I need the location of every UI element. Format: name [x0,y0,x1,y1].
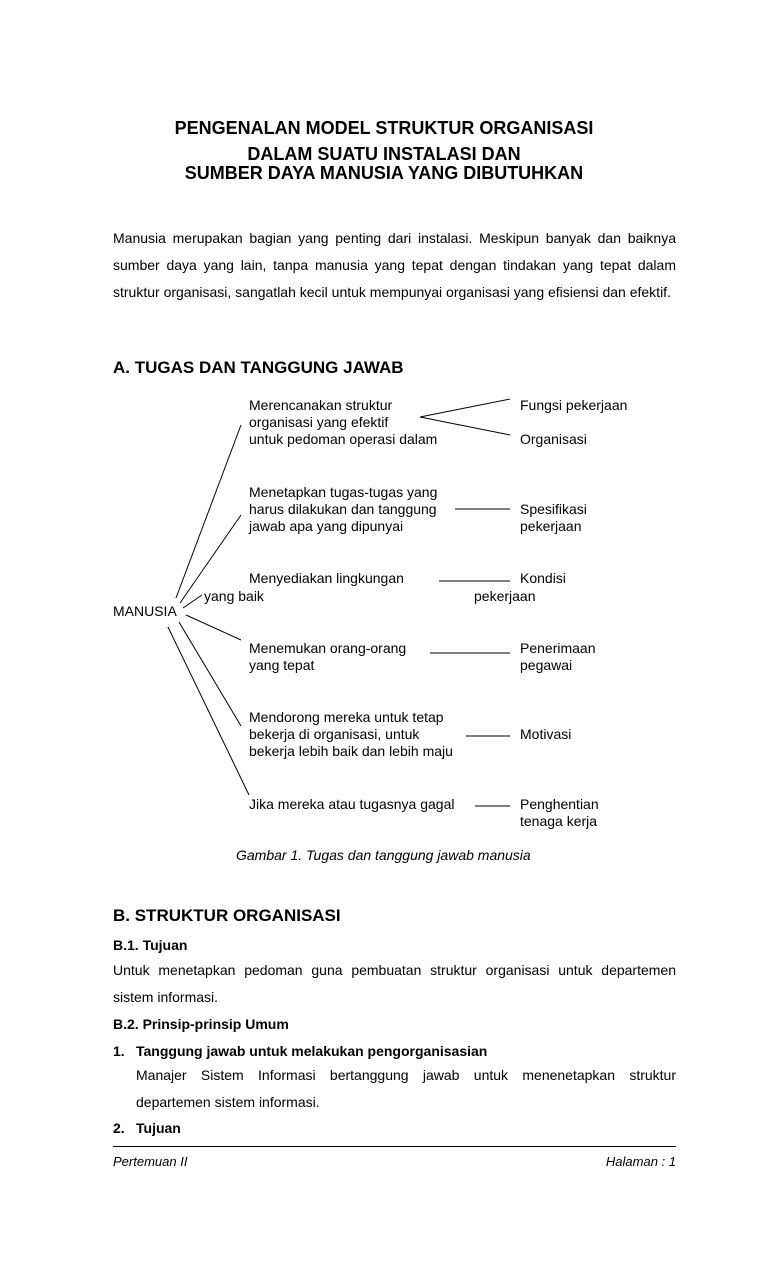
branch-2-text-line-3: jawab apa yang dipunyai [249,518,404,534]
footer-page-number: Halaman : 1 [605,1154,676,1169]
intro-paragraph: Manusia merupakan bagian yang penting dari instalasi. Meskipun banyak dan baiknya sumber daya yang lain, tanpa manusia yang tepat dengan tindakan yang tepat dalam struktur organisasi, sangatlah kecil untuk mempunyai organisasi yang efisiensi dan efektif. [113,230,676,300]
b1-heading: B.1. Tujuan [113,937,188,953]
b2-item-2-title: Tujuan [136,1120,181,1136]
figure-caption: Gambar 1. Tugas dan tanggung jawab manusia [236,847,531,863]
branch-5-result-1: Motivasi [520,726,572,742]
branch-1-text-line-2: organisasi yang efektif [249,414,389,430]
branch-3-result-2: pekerjaan [474,588,536,604]
branch-1-result-1: Fungsi pekerjaan [520,397,628,413]
branch-4-text-line-1: Menemukan orang-orang [249,640,407,656]
branch-5-text-line-1: Mendorong mereka untuk tetap [249,709,444,725]
connector-root-4 [186,615,241,640]
branch-4-result-2: pegawai [520,657,573,673]
page-title-line-1: PENGENALAN MODEL STRUKTUR ORGANISASI [174,118,594,138]
b2-heading: B.2. Prinsip-prinsip Umum [113,1016,289,1032]
connector-root-1 [176,425,241,598]
b2-item-1-number: 1. [113,1043,125,1059]
page-title-line-2: DALAM SUATU INSTALASI DAN [247,144,521,164]
page-title-line-3: SUMBER DAYA MANUSIA YANG DIBUTUHKAN [184,163,584,183]
branch-6-result-1: Penghentian [520,796,599,812]
b2-item-1-text: Manajer Sistem Informasi bertanggung jawab untuk menenetapkan struktur departemen sistem informasi. [136,1067,676,1110]
section-a-heading: A. TUGAS DAN TANGGUNG JAWAB [113,358,404,377]
branch-5-text-line-2: bekerja di organisasi, untuk [249,726,420,742]
branch-1-result-2: Organisasi [520,431,587,447]
footer-left: Pertemuan II [113,1154,188,1169]
branch-4-text-line-2: yang tepat [249,657,315,673]
branch-6-text-line-1: Jika mereka atau tugasnya gagal [249,796,455,812]
b1-paragraph: Untuk menetapkan pedoman guna pembuatan struktur organisasi untuk departemen sistem informasi. [113,962,676,1005]
branch-2-text-line-2: harus dilakukan dan tanggung [249,501,437,517]
connector-root-3 [183,595,202,608]
branch-4-result-1: Penerimaan [520,640,596,656]
branch-6-result-2: tenaga kerja [520,813,598,829]
connector-root-6 [168,627,249,795]
b2-item-2-number: 2. [113,1120,125,1136]
branch-3-text-line-2: yang baik [204,588,264,604]
connector-1a [420,399,510,417]
branch-5-text-line-3: bekerja lebih baik dan lebih maju [249,743,453,759]
branch-2-result-2: pekerjaan [520,518,582,534]
diagram-root-label: MANUSIA [113,603,177,619]
b2-item-1-title: Tanggung jawab untuk melakukan pengorganisasian [136,1043,488,1059]
branch-2-text-line-1: Menetapkan tugas-tugas yang [249,484,438,500]
footer-divider [113,1146,676,1147]
branch-3-text-line-1: Menyediakan lingkungan [249,570,404,586]
connector-root-5 [179,622,241,726]
branch-1-text-line-3: untuk pedoman operasi dalam [249,431,438,447]
branch-3-result-1: Kondisi [520,570,566,586]
branch-1-text-line-1: Merencanakan struktur [249,397,393,413]
branch-2-result-1: Spesifikasi [520,501,587,517]
section-b-heading: B. STRUKTUR ORGANISASI [113,906,341,925]
